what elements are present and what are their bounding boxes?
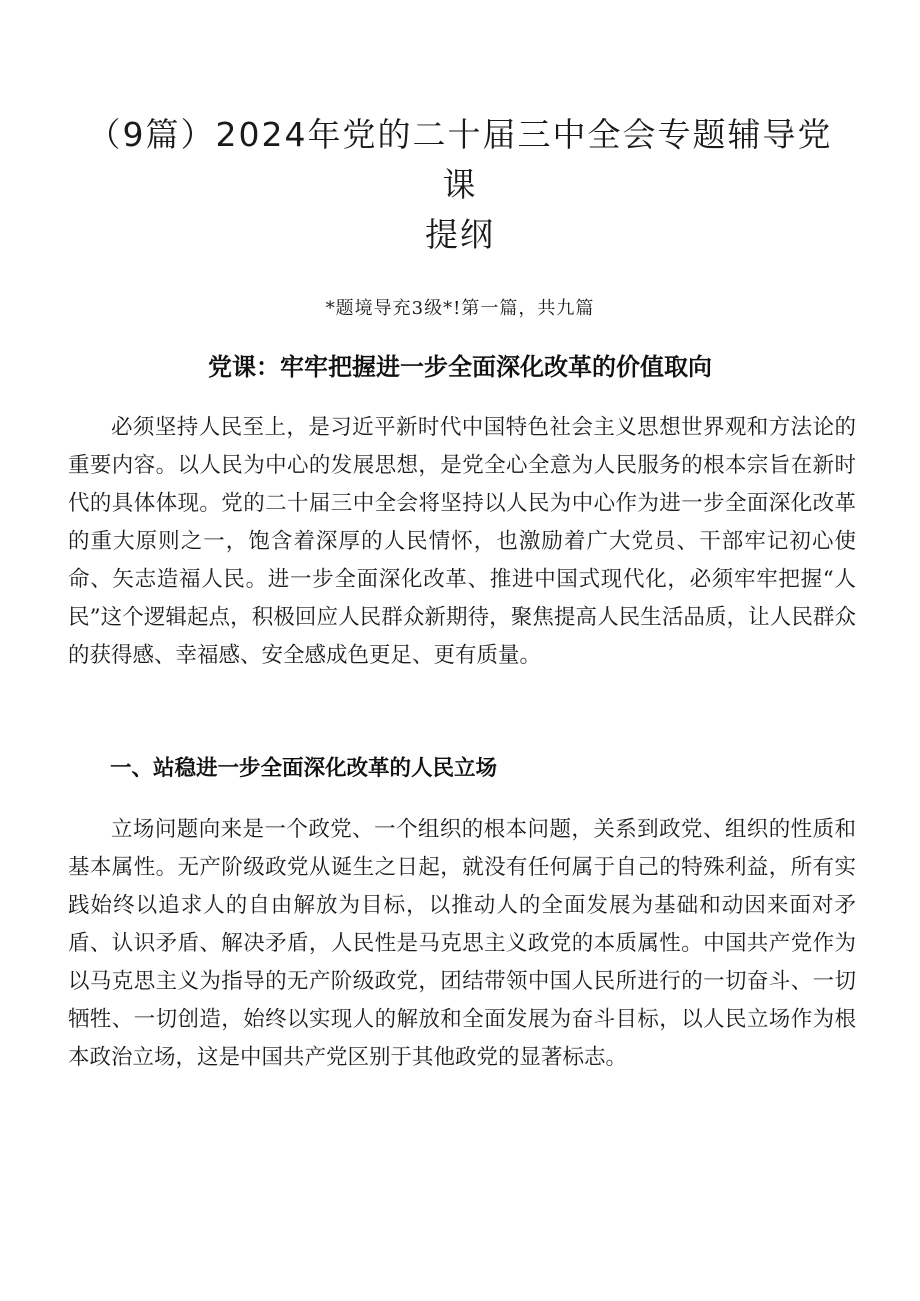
document-title-line-1: （9篇）2024年党的二十届三中全会专题辅导党课 <box>87 115 833 204</box>
body-paragraph-1: 必须坚持人民至上，是习近平新时代中国特色社会主义思想世界观和方法论的重要内容。以人民为中心的发展思想，是党全心全意为人民服务的根本宗旨在新时代的具体体现。党的二十届三中全会将坚持以人民为中心作为进一步全面深化改革的重大原则之一，饱含着深厚的人民情怀，也激励着广大党员、干部牢记初心使命、矢志造福人民。进一步全面深化改革、推进中国式现代化，必须牢牢把握“人民”这个逻辑起点，积极回应人民群众新期待，聚焦提高人民生活品质，让人民群众的获得感、幸福感、安全感成色更足、更有质量。 <box>68 415 856 668</box>
document-title <box>80 110 840 260</box>
chapter-meta: *题境导充3级*!第一篇，共九篇 <box>325 298 595 319</box>
document-title-line-2: 提纲 <box>425 215 495 254</box>
subheading-1: 一、站稳进一步全面深化改革的人民立场 <box>110 756 498 781</box>
body-paragraph-2: 立场问题向来是一个政党、一个组织的根本问题，关系到政党、组织的性质和基本属性。无产阶级政党从诞生之日起，就没有任何属于自己的特殊利益，所有实践始终以追求人的自由解放为目标，以推动人的全面发展为基础和动因来面对矛盾、认识矛盾、解决矛盾，人民性是马克思主义政党的本质属性。中国共产党作为以马克思主义为指导的无产阶级政党，团结带领中国人民所进行的一切奋斗、一切牺牲、一切创造，始终以实现人的解放和全面发展为奋斗目标，以人民立场作为根本政治立场，这是中国共产党区别于其他政党的显著标志。 <box>68 817 856 1070</box>
section-title: 党课：牢牢把握进一步全面深化改革的价值取向 <box>208 353 712 381</box>
